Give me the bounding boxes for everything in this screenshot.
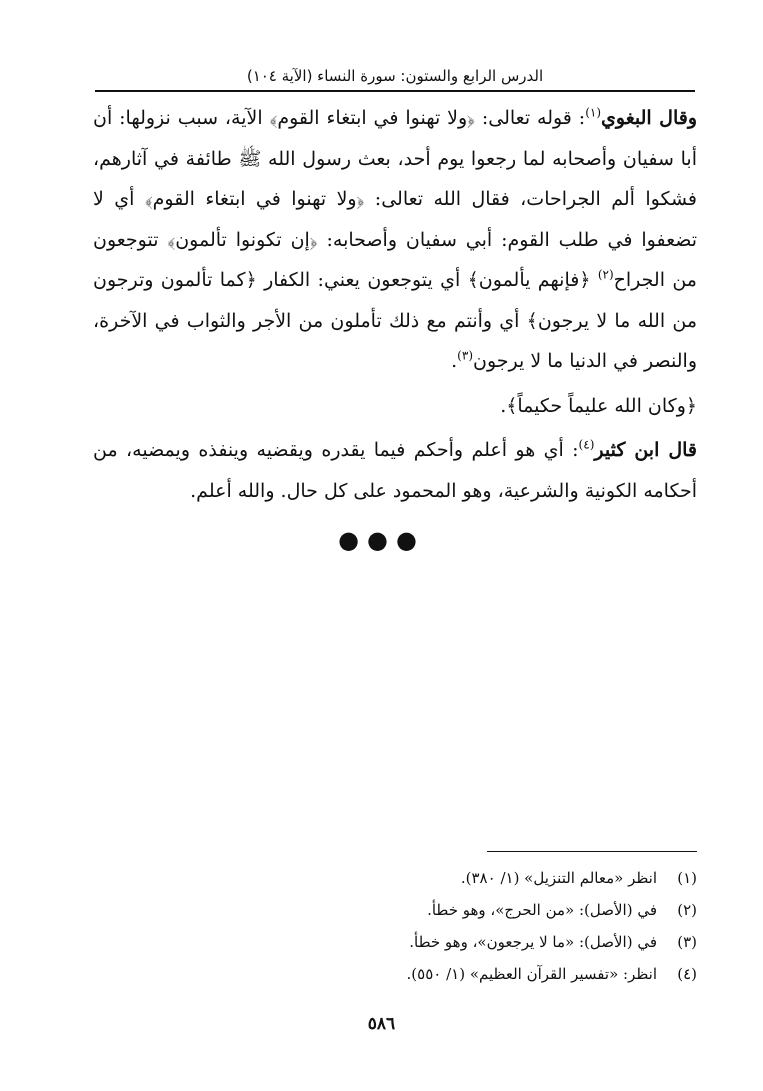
running-header: الدرس الرابع والستون: سورة النساء (الآية ١٠٤) [246, 67, 544, 85]
paragraph-baghawi-text-a: : قوله تعالى: ﴿ولا تهنوا في ابتغاء القوم﴾ الآية، سبب نزولها: أن أبا سفيان وأصحابه لما رجعوا يوم أحد، بعث رسول الله ﷺ طائفة في آثارهم، فشكوا ألم الجراحات، فقال الله تعالى: ﴿ولا تهنوا في ابتغاء القوم﴾ أي لا تضعفوا في طلب القوم: أبي سفيان وأصحابه: ﴿إن تكونوا تألمون﴾ تتوجعون من الجراح [93, 107, 697, 291]
footnote-item [93, 926, 697, 958]
footnote-number: (٢) [677, 901, 697, 919]
main-text [93, 98, 697, 511]
paragraph-baghawi [93, 98, 697, 382]
section-separator: ●●● [338, 526, 425, 554]
footnote-number: (٣) [677, 933, 697, 951]
footnote-text: في (الأصل): «ما لا يرجعون»، وهو خطأ. [409, 933, 657, 951]
footnote-ref-2[interactable]: (٢) [597, 267, 614, 282]
paragraph-ibn-kathir [93, 430, 697, 511]
header-rule [95, 90, 695, 92]
footnote-item [93, 894, 697, 926]
paragraph-baghawi-text-b: ﴿فإنهم يألمون﴾ أي يتوجعون يعني: الكفار ﴿كما تألمون وترجون من الله ما لا يرجون﴾ أي وأنتم مع ذلك تأملون من الأجر والثواب في الآخرة، والنصر في الدنيا ما لا يرجون [93, 269, 697, 372]
paragraph-ibn-kathir-text: : أي هو أعلم وأحكم فيما يقدره ويقضيه وينفذه ويمضيه، من أحكامه الكونية والشرعية، وهو المحمود على كل حال. والله أعلم. [93, 439, 697, 502]
footnote-number: (٤) [677, 965, 697, 983]
footnote-text: في (الأصل): «من الحرج»، وهو خطأ. [427, 901, 657, 919]
footnote-text: انظر: «تفسير القرآن العظيم» (١/ ٥٥٠). [406, 965, 657, 983]
footnote-text: انظر «معالم التنزيل» (١/ ٣٨٠). [460, 869, 657, 887]
footnote-ref-1[interactable]: (١) [585, 105, 602, 120]
speaker-baghawi: وقال البغوي [601, 107, 697, 129]
page-number: ٥٨٦ [367, 1014, 396, 1034]
footnote-item [93, 862, 697, 894]
paragraph-verse: ﴿وكان الله عليماً حكيماً﴾. [500, 394, 697, 417]
footnotes [93, 862, 697, 990]
footnote-rule [487, 851, 697, 852]
paragraph-baghawi-text-c: . [451, 350, 458, 372]
footnote-ref-4[interactable]: (٤) [578, 437, 595, 452]
speaker-ibn-kathir: قال ابن كثير [594, 439, 697, 461]
footnote-ref-3[interactable]: (٣) [457, 348, 473, 363]
footnote-item [93, 958, 697, 990]
footnote-number: (١) [677, 869, 697, 887]
